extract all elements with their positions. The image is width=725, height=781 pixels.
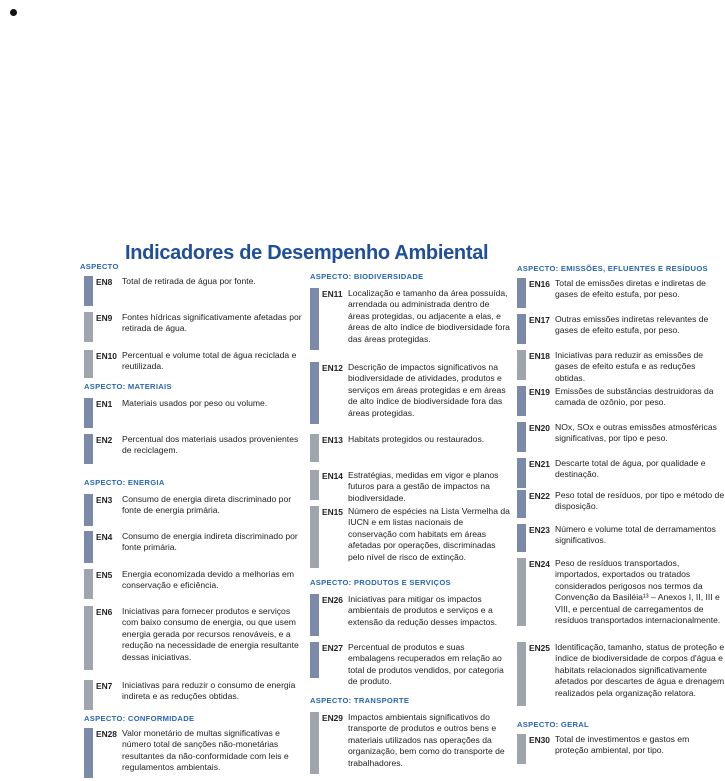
indicator-en4 — [84, 531, 302, 563]
indicator-code: EN8 — [96, 277, 113, 287]
indicator-code: EN18 — [529, 351, 550, 361]
additional-tab — [517, 350, 526, 380]
indicator-code: EN22 — [529, 491, 550, 501]
indicator-code: EN21 — [529, 459, 550, 469]
additional-tab — [310, 434, 319, 462]
aspect-transport-heading: ASPECTO: TRANSPORTE — [310, 696, 410, 705]
indicator-en20 — [517, 422, 725, 452]
indicator-text: Número e volume total de derramamentos significativos. — [555, 524, 716, 546]
indicator-code: EN1 — [96, 399, 113, 409]
indicator-en21 — [517, 458, 725, 488]
aspect-biodiversity-heading: ASPECTO: BIODIVERSIDADE — [310, 272, 424, 281]
indicator-text: Peso de resíduos transportados, importados, exportados ou tratados considerados perigosos nos termos da Convenção da Basiléia¹³ – Anexos I, II, III e VIII, e percentual de carregamentos de resíduos transportados internacionalmente. — [555, 558, 721, 626]
indicator-text: Fontes hídricas significativamente afetadas por retirada de água. — [122, 312, 302, 334]
indicator-en7 — [84, 680, 302, 710]
essential-tab — [84, 398, 93, 428]
indicator-en16 — [517, 278, 725, 308]
indicator-en29 — [310, 712, 510, 774]
essential-tab — [517, 314, 526, 344]
aspect-emissions-heading: ASPECTO: EMISSÕES, EFLUENTES E RESÍDUOS — [517, 264, 708, 273]
essential-tab — [517, 458, 526, 488]
page-title: Indicadores de Desempenho Ambiental — [125, 242, 492, 265]
indicator-en2 — [84, 434, 302, 464]
indicator-code: EN19 — [529, 387, 550, 397]
indicator-text: Estratégias, medidas em vigor e planos futuros para a gestão de impactos na biodiversidade. — [348, 470, 499, 503]
essential-tab — [517, 490, 526, 518]
indicator-en26 — [310, 594, 510, 636]
essential-tab — [84, 276, 93, 306]
essential-tab — [84, 728, 93, 778]
indicator-en30 — [517, 734, 725, 764]
indicator-code: EN27 — [322, 643, 343, 653]
indicator-text: Iniciativas para reduzir o consumo de energia indireta e as reduções obtidas. — [122, 680, 296, 702]
indicator-sheet — [80, 242, 725, 781]
indicator-code: EN14 — [322, 471, 343, 481]
indicator-code: EN5 — [96, 570, 113, 580]
indicator-code: EN25 — [529, 643, 550, 653]
indicator-en14 — [310, 470, 510, 504]
essential-tab — [84, 494, 93, 526]
indicator-text: Descrição de impactos significativos na biodiversidade de atividades, produtos e serviços em áreas protegidas e em áreas de alto índice de biodiversidade fora das áreas protegidas. — [348, 362, 506, 418]
indicator-code: EN13 — [322, 435, 343, 445]
indicator-text: Outras emissões indiretas relevantes de gases de efeito estufa, por peso. — [555, 314, 709, 336]
essential-tab — [84, 531, 93, 563]
indicator-text: Peso total de resíduos, por tipo e método de disposição. — [555, 490, 725, 512]
indicator-text: Percentual de produtos e suas embalagens recuperados em relação ao total de produtos vendidos, por categoria de produto. — [348, 642, 504, 687]
indicator-text: Consumo de energia direta discriminado por fonte de energia primária. — [122, 494, 292, 516]
indicator-code: EN3 — [96, 495, 113, 505]
indicator-code: EN9 — [96, 313, 113, 323]
indicator-text: Total de emissões diretas e indiretas de gases de efeito estufa, por peso. — [555, 278, 706, 300]
indicator-text: Percentual dos materiais usados provenientes de reciclagem. — [122, 434, 299, 456]
indicator-code: EN15 — [322, 507, 343, 517]
indicator-code: EN6 — [96, 607, 113, 617]
additional-tab — [84, 680, 93, 710]
indicator-text: Descarte total de água, por qualidade e destinação. — [555, 458, 706, 480]
indicator-text: Emissões de substâncias destruidoras da camada de ozônio, por peso. — [555, 386, 714, 408]
indicator-en24 — [517, 558, 725, 626]
additional-tab — [84, 569, 93, 599]
indicator-en28 — [84, 728, 302, 778]
indicator-text: Habitats protegidos ou restaurados. — [348, 434, 485, 444]
indicator-code: EN2 — [96, 435, 113, 445]
indicator-en19 — [517, 386, 725, 416]
essential-tab — [517, 524, 526, 552]
additional-tab — [517, 734, 526, 764]
indicator-en3 — [84, 494, 302, 526]
indicator-code: EN23 — [529, 525, 550, 535]
indicator-en10 — [84, 350, 302, 378]
essential-tab — [517, 422, 526, 452]
additional-tab — [517, 642, 526, 706]
indicator-text: Valor monetário de multas significativas e número total de sanções não-monetárias resultantes da não-conformidade com leis e regulamentos ambientais. — [122, 728, 289, 773]
indicator-en12 — [310, 362, 510, 424]
indicator-text: Iniciativas para fornecer produtos e serviços com baixo consumo de energia, ou que usem energia gerada por recursos renováveis, e a redução na necessidade de energia resultante dessas iniciativas. — [122, 606, 299, 662]
aspect-water-heading: ASPECTO — [80, 262, 119, 271]
essential-tab — [310, 594, 319, 636]
indicator-en23 — [517, 524, 725, 552]
indicator-code: EN30 — [529, 735, 550, 745]
indicator-text: Iniciativas para mitigar os impactos ambientais de produtos e serviços e a extensão da redução desses impactos. — [348, 594, 498, 627]
essential-tab — [310, 288, 319, 350]
indicator-en25 — [517, 642, 725, 706]
additional-tab — [310, 712, 319, 774]
indicator-en5 — [84, 569, 302, 599]
indicator-code: EN24 — [529, 559, 550, 569]
indicator-text: Energia economizada devido a melhorias em conservação e eficiência. — [122, 569, 294, 591]
indicator-en1 — [84, 398, 302, 428]
indicator-code: EN10 — [96, 351, 117, 361]
indicator-en17 — [517, 314, 725, 344]
indicator-text: NOx, SOx e outras emissões atmosféricas significativas, por tipo e peso. — [555, 422, 717, 444]
indicator-text: Consumo de energia indireta discriminado por fonte primária. — [122, 531, 298, 553]
aspect-energy-heading: ASPECTO: ENERGIA — [84, 478, 165, 487]
indicator-en11 — [310, 288, 510, 350]
list-bullet — [10, 9, 17, 16]
additional-tab — [310, 506, 319, 568]
indicator-text: Materiais usados por peso ou volume. — [122, 398, 268, 408]
indicator-text: Iniciativas para reduzir as emissões de gases de efeito estufa e as reduções obtidas. — [555, 350, 704, 383]
indicator-text: Percentual e volume total de água reciclada e reutilizada. — [122, 350, 297, 372]
indicator-text: Total de investimentos e gastos em proteção ambiental, por tipo. — [555, 734, 690, 756]
essential-tab — [517, 386, 526, 416]
additional-tab — [84, 350, 93, 378]
essential-tab — [517, 278, 526, 308]
additional-tab — [84, 606, 93, 670]
indicator-en15 — [310, 506, 510, 568]
aspect-materials-heading: ASPECTO: MATERIAIS — [84, 382, 172, 391]
indicator-text: Identificação, tamanho, status de proteção e índice de biodiversidade de corpos d'água e habitats relacionados significativamente afetados por descartes de água e drenagem realizados pela organização relatora. — [555, 642, 725, 698]
indicator-code: EN7 — [96, 681, 113, 691]
indicator-en6 — [84, 606, 302, 670]
indicator-en13 — [310, 434, 510, 462]
indicator-code: EN16 — [529, 279, 550, 289]
essential-tab — [84, 434, 93, 464]
indicator-code: EN4 — [96, 532, 113, 542]
indicator-code: EN12 — [322, 363, 343, 373]
essential-tab — [310, 362, 319, 424]
additional-tab — [517, 558, 526, 626]
indicator-text: Total de retirada de água por fonte. — [122, 276, 256, 286]
aspect-general-heading: ASPECTO: GERAL — [517, 720, 589, 729]
indicator-text: Número de espécies na Lista Vermelha da IUCN e em listas nacionais de conservação com habitats em áreas afetadas por operações, discriminadas pelo nível de risco de extinção. — [348, 506, 510, 562]
indicator-code: EN17 — [529, 315, 550, 325]
indicator-code: EN26 — [322, 595, 343, 605]
additional-tab — [84, 312, 93, 342]
indicator-code: EN28 — [96, 729, 117, 739]
additional-tab — [310, 470, 319, 500]
indicator-en27 — [310, 642, 510, 688]
indicator-en8 — [84, 276, 302, 306]
indicator-code: EN20 — [529, 423, 550, 433]
aspect-compliance-heading: ASPECTO: CONFORMIDADE — [84, 714, 195, 723]
indicator-en9 — [84, 312, 302, 342]
indicator-code: EN29 — [322, 713, 343, 723]
indicator-text: Impactos ambientais significativos do transporte de produtos e outros bens e materiais utilizados nas operações da organização, bem como do transporte de trabalhadores. — [348, 712, 505, 768]
aspect-products-heading: ASPECTO: PRODUTOS E SERVIÇOS — [310, 578, 451, 587]
indicator-en18 — [517, 350, 725, 384]
indicator-en22 — [517, 490, 725, 518]
essential-tab — [310, 642, 319, 678]
indicator-text: Localização e tamanho da área possuída, arrendada ou administrada dentro de áreas protegidas, ou adjacente a elas, e áreas de alto índice de biodiversidade fora das áreas protegidas. — [348, 288, 510, 344]
indicator-code: EN11 — [322, 289, 343, 299]
